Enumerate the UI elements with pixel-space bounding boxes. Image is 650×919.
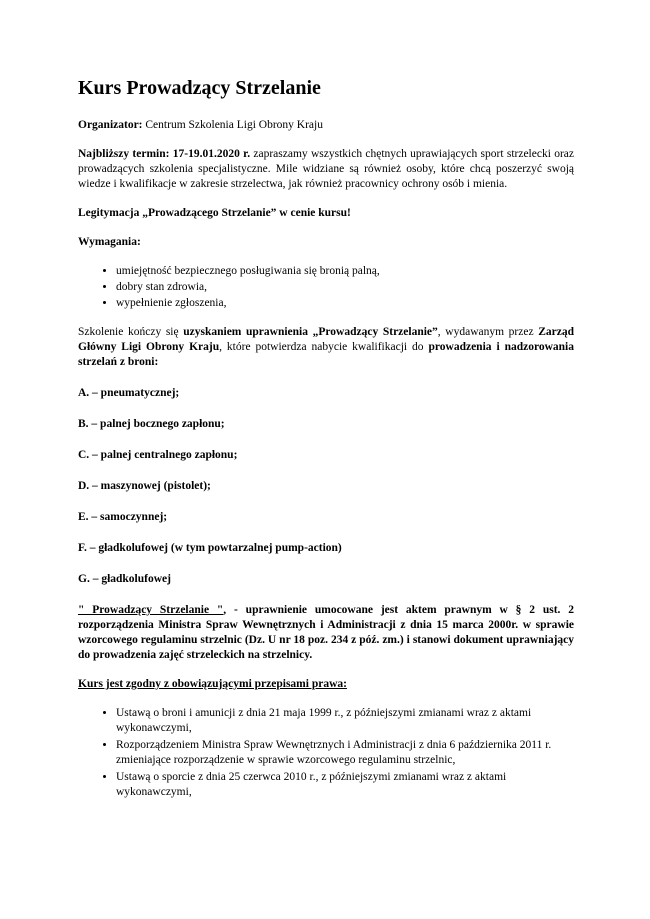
completion-text-1: Szkolenie kończy się <box>78 326 184 338</box>
weapon-category-g: G. – gładkolufowej <box>78 573 171 585</box>
weapon-category-f: F. – gładkolufowej (w tym powtarzalnej pump-action) <box>78 542 342 554</box>
legitimation-note: Legitymacja „Prowadzącego Strzelanie” w cenie kursu! <box>78 207 351 219</box>
list-item: • umiejętność bezpiecznego posługiwania się bronią palną, <box>116 264 574 279</box>
weapon-category-a: A. – pneumatycznej; <box>78 387 180 399</box>
page-title: Kurs Prowadzący Strzelanie <box>78 77 321 99</box>
list-item: • Ustawą o sporcie z dnia 25 czerwca 2010 r., z późniejszymi zmianami wraz z aktami wykonawczymi, <box>116 770 574 800</box>
organizer-value: Centrum Szkolenia Ligi Obrony Kraju <box>142 119 323 131</box>
completion-text-3: , które potwierdza nabycie kwalifikacji do <box>219 341 429 353</box>
weapon-category-b: B. – palnej bocznego zapłonu; <box>78 418 225 430</box>
completion-bold-2: Zarząd Główny Ligi Obrony Kraju <box>78 326 574 353</box>
completion-text-2: , wydawanym przez <box>437 326 539 338</box>
legal-basis-paragraph <box>78 603 574 663</box>
list-item: • Rozporządzeniem Ministra Spraw Wewnętrznych i Administracji z dnia 6 października 2011 r. zmieniające rozporządzenie w sprawie wzorcowego regulaminu strzelnic, <box>116 738 574 768</box>
legal-basis-title: " Prowadzący Strzelanie " <box>78 604 224 616</box>
term-label: Najbliższy termin: 17-19.01.2020 r. <box>78 148 251 160</box>
term-paragraph <box>78 147 574 192</box>
completion-bold-1: uzyskaniem uprawnienia „Prowadzący Strzelanie” <box>183 326 438 338</box>
requirements-heading: Wymagania: <box>78 236 141 248</box>
weapon-category-e: E. – samoczynnej; <box>78 511 168 523</box>
completion-bold-3: prowadzenia i nadzorowania strzelań z broni: <box>78 341 575 368</box>
list-item: • Ustawą o broni i amunicji z dnia 21 maja 1999 r., z późniejszymi zmianami wraz z aktami wykonawczymi, <box>116 706 574 736</box>
legal-basis-text: , - uprawnienie umocowane jest aktem prawnym w § 2 ust. 2 rozporządzenia Ministra Spraw Wewnętrznych i Administracji z dnia 15 marca 2000r. w sprawie wzorcowego regulaminu strzelnic (Dz. U nr 18 poz. 234 z póź. zm.) i stanowi dokument uprawniający do prowadzenia zajęć strzeleckich na strzelnicy. <box>78 604 574 661</box>
laws-heading: Kurs jest zgodny z obowiązującymi przepisami prawa: <box>78 678 347 690</box>
organizer-label: Organizator: <box>78 119 143 131</box>
list-item: • wypełnienie zgłoszenia, <box>116 296 574 311</box>
term-text: zapraszamy wszystkich chętnych uprawiających sport strzelecki oraz prowadzących szkolenia specjalistyczne. Mile widziane są również osoby, które chcą poszerzyć swoją wiedze i kwalifikacje w zakresie strzelectwa, jak również pracownicy ochrony osób i mienia. <box>78 148 574 190</box>
document-content <box>78 76 574 814</box>
weapon-category-c: C. – palnej centralnego zapłonu; <box>78 449 238 461</box>
requirements-list <box>78 264 574 311</box>
organizer-line <box>78 118 574 133</box>
laws-list <box>78 706 574 800</box>
list-item: • dobry stan zdrowia, <box>116 280 574 295</box>
weapon-category-d: D. – maszynowej (pistolet); <box>78 480 211 492</box>
completion-paragraph <box>78 325 574 370</box>
